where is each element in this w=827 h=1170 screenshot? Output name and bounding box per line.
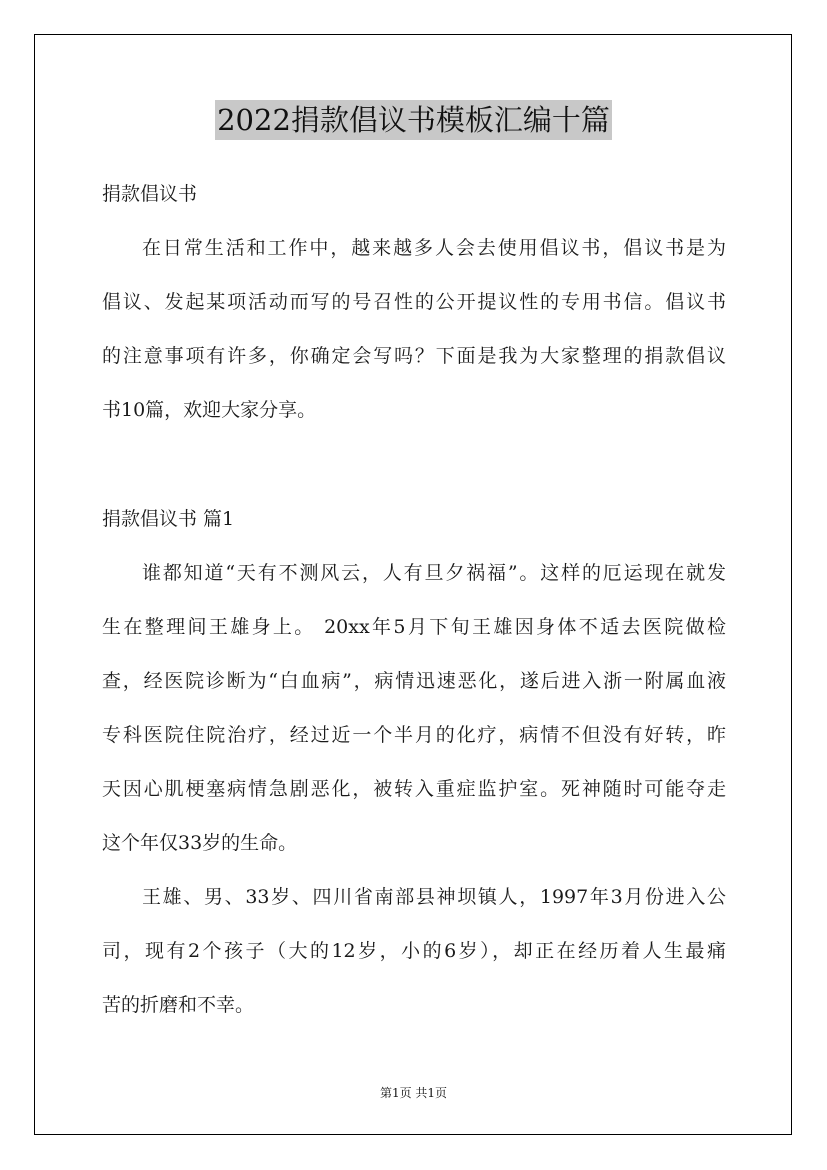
body-line: 谁都知道“天有不测风云，人有旦夕祸福”。这样的厄运现在就发: [142, 562, 726, 584]
intro-heading: 捐款倡议书: [102, 183, 198, 205]
body-line: 生在整理间王雄身上。 20xx年5月下旬王雄因身体不适去医院做检: [102, 616, 726, 638]
intro-line: 的注意事项有许多，你确定会写吗？下面是我为大家整理的捐款倡议: [102, 345, 726, 367]
page-number-label: 第1页 共1页: [379, 1086, 448, 1100]
intro-line: 倡议、发起某项活动而写的号召性的公开提议性的专用书信。倡议书: [102, 291, 726, 313]
body-line: 这个年仅33岁的生命。: [102, 832, 298, 854]
intro-line: 在日常生活和工作中，越来越多人会去使用倡议书，倡议书是为: [142, 237, 726, 259]
page-footer: [0, 1085, 827, 1101]
title-container: [0, 100, 827, 140]
body-line: 查，经医院诊断为“白血病”，病情迅速恶化，遂后进入浙一附属血液: [102, 670, 726, 692]
body-line: 苦的折磨和不幸。: [102, 994, 255, 1016]
body-line: 天因心肌梗塞病情急剧恶化，被转入重症监护室。死神随时可能夺走: [102, 778, 726, 800]
body-line: 王雄、男、33岁、四川省南部县神坝镇人，1997年3月份进入公: [142, 886, 726, 908]
document-title: 2022捐款倡议书模板汇编十篇: [215, 100, 612, 140]
body-line: 专科医院住院治疗，经过近一个半月的化疗，病情不但没有好转，昨: [102, 724, 726, 746]
body-line: 司，现有2个孩子（大的12岁，小的6岁），却正在经历着人生最痛: [102, 940, 726, 962]
intro-line: 书10篇，欢迎大家分享。: [102, 399, 317, 421]
section-heading: 捐款倡议书 篇1: [102, 508, 235, 530]
